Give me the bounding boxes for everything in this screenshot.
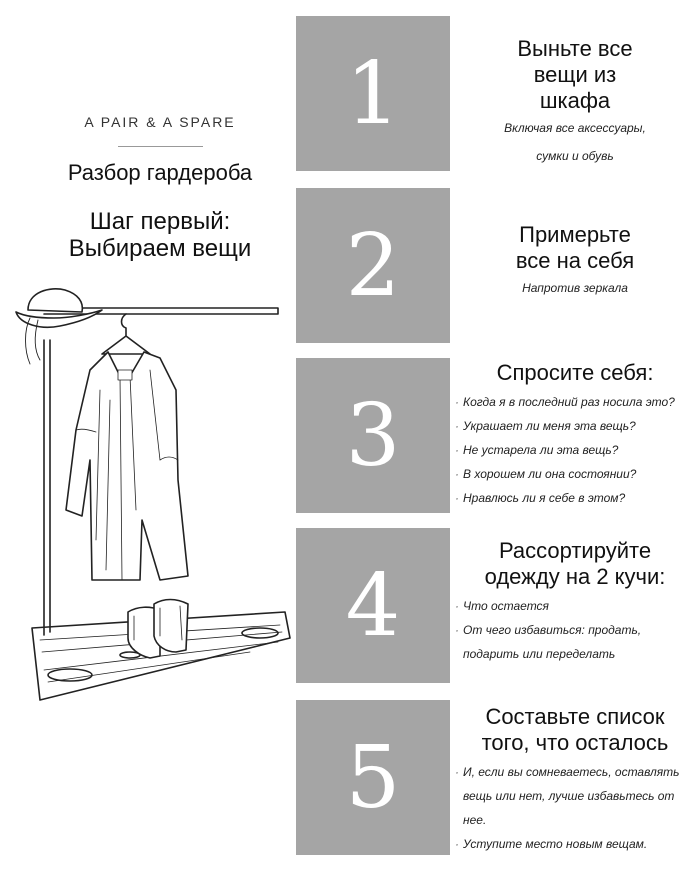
brand-logo: A PAIR & A SPARE bbox=[84, 114, 236, 130]
step-note: Включая все аксессуары, bbox=[504, 121, 646, 135]
clothes-rack-illustration bbox=[10, 280, 295, 705]
hanger-icon bbox=[102, 314, 150, 354]
heading-line: все на себя bbox=[515, 248, 635, 273]
list-item: · И, если вы сомневаетесь, оставлять bbox=[455, 760, 695, 784]
heading-line: Примерьте bbox=[519, 222, 631, 247]
list-item: · Когда я в последний раз носила это? bbox=[455, 390, 695, 414]
step-2-text bbox=[455, 222, 695, 302]
step-heading bbox=[455, 538, 695, 590]
list-item: · Украшает ли меня эта вещь? bbox=[455, 414, 695, 438]
step-1-text bbox=[455, 36, 695, 170]
step-heading: Спросите себя: bbox=[496, 360, 654, 385]
list-item: · Нравлюсь ли я себе в этом? bbox=[455, 486, 695, 510]
heading-line: Выньте все bbox=[517, 36, 633, 61]
step-number: 2 bbox=[345, 215, 401, 316]
subtitle-line: Выбираем вещи bbox=[68, 235, 252, 262]
step-note: Напротив зеркала bbox=[522, 281, 628, 295]
boot-icon bbox=[154, 600, 188, 653]
page-title: Разбор гардероба bbox=[67, 160, 253, 185]
heading-line: одежду на 2 кучи: bbox=[484, 564, 666, 589]
step-2-box bbox=[296, 188, 450, 343]
step-5-text bbox=[455, 704, 695, 856]
heading-line: вещи из bbox=[533, 62, 617, 87]
step-3-box bbox=[296, 358, 450, 513]
list-item: · Уступите место новым вещам. bbox=[455, 832, 695, 856]
page-subtitle bbox=[20, 208, 300, 262]
step-4-box bbox=[296, 528, 450, 683]
list-item: · Что остается bbox=[455, 594, 695, 618]
step-heading bbox=[455, 36, 695, 114]
step-number: 4 bbox=[345, 555, 401, 656]
rack-pole bbox=[44, 340, 50, 635]
step-heading bbox=[455, 222, 695, 274]
heading-line: Рассортируйте bbox=[498, 538, 652, 563]
step-number: 5 bbox=[345, 727, 401, 828]
brand-divider bbox=[118, 146, 203, 147]
step-number: 1 bbox=[345, 43, 401, 144]
step-heading bbox=[455, 704, 695, 756]
list-item: · Не устарела ли эта вещь? bbox=[455, 438, 695, 462]
list-item: · В хорошем ли она состоянии? bbox=[455, 462, 695, 486]
list-item-continuation: подарить или переделать bbox=[463, 647, 616, 661]
list-item-continuation: нее. bbox=[463, 813, 487, 827]
list-item: · От чего избавиться: продать, bbox=[455, 618, 695, 642]
heading-line: того, что осталось bbox=[481, 730, 669, 755]
step-note: сумки и обувь bbox=[536, 149, 614, 163]
heading-line: шкафа bbox=[539, 88, 611, 113]
step-4-text bbox=[455, 538, 695, 666]
list-item-continuation: вещь или нет, лучше избавьтесь от bbox=[463, 789, 675, 803]
hat-icon bbox=[28, 289, 82, 312]
step-1-box bbox=[296, 16, 450, 171]
step-5-box bbox=[296, 700, 450, 855]
subtitle-line: Шаг первый: bbox=[89, 208, 231, 235]
coat-icon bbox=[66, 352, 188, 580]
step-number: 3 bbox=[345, 385, 401, 486]
step-3-text bbox=[455, 360, 695, 510]
heading-line: Составьте список bbox=[485, 704, 665, 729]
